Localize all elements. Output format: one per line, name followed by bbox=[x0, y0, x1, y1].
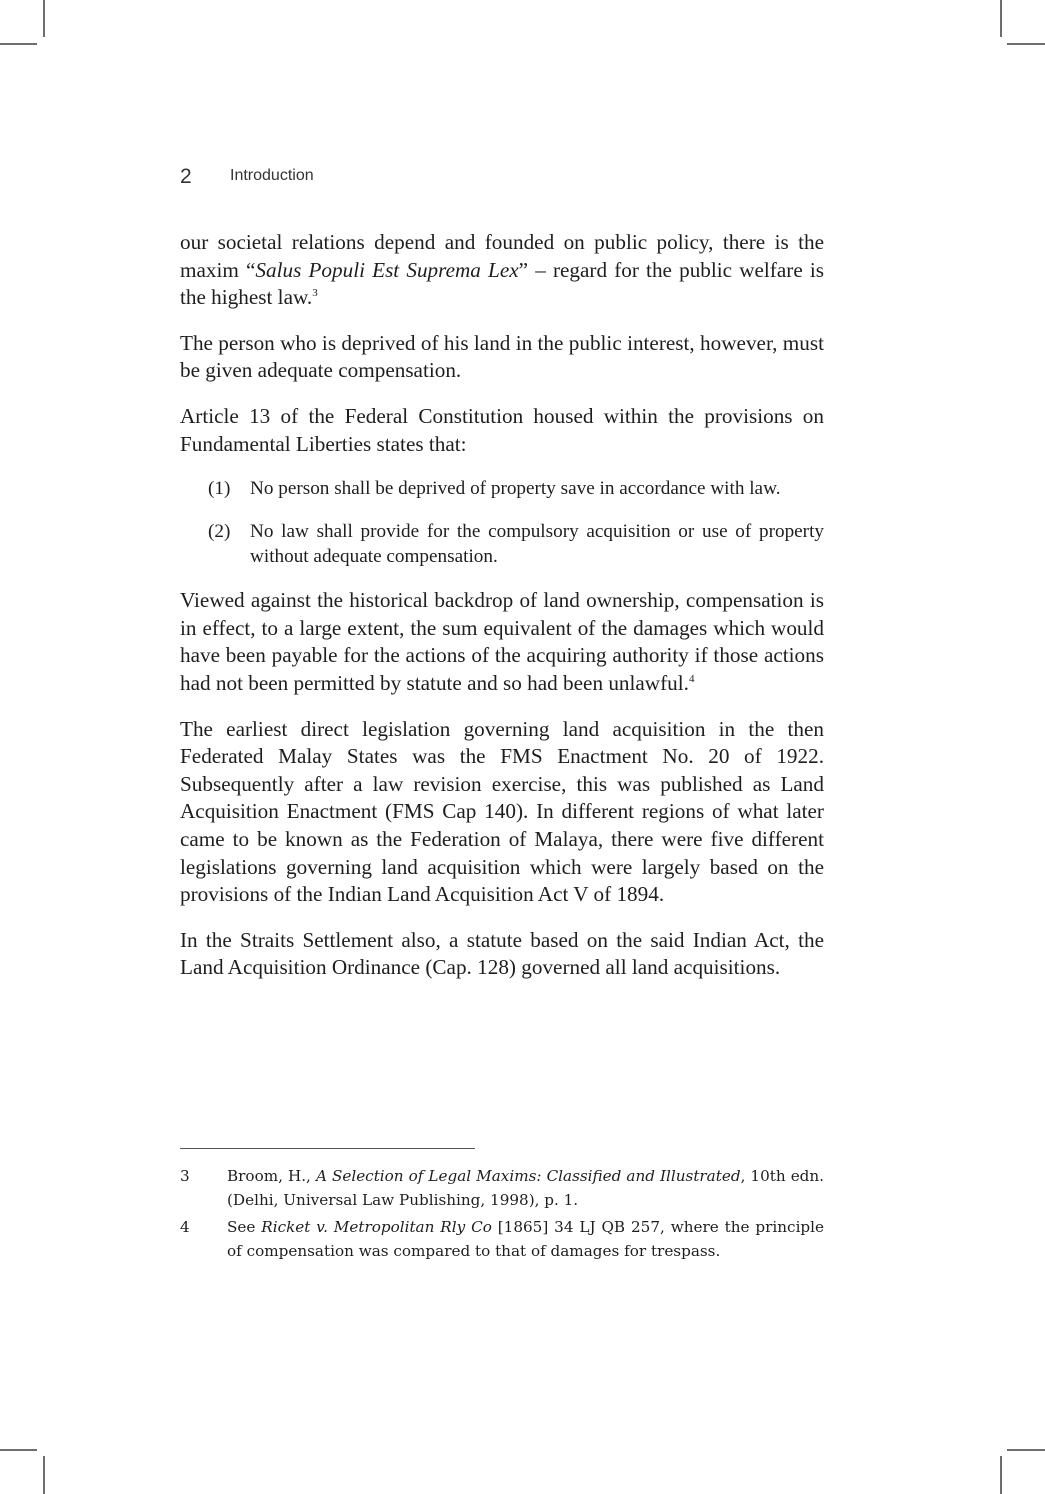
book-title-italic: A Selection of Legal Maxims: Classified and Illustrated bbox=[315, 1167, 741, 1185]
footnote-ref-3[interactable]: 3 bbox=[312, 287, 318, 300]
body-text bbox=[180, 229, 824, 1000]
crop-mark-top-left-vertical bbox=[43, 0, 45, 37]
footnote-ref-4[interactable]: 4 bbox=[688, 672, 695, 685]
crop-mark-bottom-left-horizontal bbox=[0, 1449, 37, 1451]
clause-text: No law shall provide for the compulsory acquisition or use of property without adequate compensation. bbox=[250, 521, 824, 568]
case-name-italic: Ricket v. Metropolitan Rly Co bbox=[261, 1218, 492, 1236]
footnote-number: 3 bbox=[180, 1167, 190, 1185]
paragraph-3: Article 13 of the Federal Constitution housed within the provisions on Fundamental Liberties states that: bbox=[180, 403, 824, 456]
clause-text: No person shall be deprived of property save in accordance with law. bbox=[250, 478, 781, 500]
footnote-separator bbox=[180, 1148, 475, 1149]
footnotes bbox=[180, 1165, 824, 1267]
footnote-text: See Ricket v. Metropolitan Rly Co [1865] 34 LJ QB 257, where the principle of compensation was compared to that of damages for trespass. bbox=[227, 1218, 824, 1260]
maxim-italic: Salus Populi Est Suprema Lex bbox=[255, 257, 519, 282]
footnote-3 bbox=[180, 1165, 824, 1212]
crop-mark-bottom-left-vertical bbox=[43, 1456, 45, 1494]
paragraph-2: The person who is deprived of his land in the public interest, however, must be given adequate compensation. bbox=[180, 330, 824, 383]
footnote-number: 4 bbox=[180, 1218, 190, 1236]
running-head-title: Introduction bbox=[230, 167, 314, 184]
crop-mark-bottom-right-vertical bbox=[1000, 1456, 1002, 1494]
paragraph-1: our societal relations depend and founded on public policy, there is the maxim “Salus Populi Est Suprema Lex” – regard for the public welfare is the highest law.$^3$ bbox=[180, 230, 825, 310]
clause-number: (2) bbox=[208, 521, 231, 543]
paragraph-4: Viewed against the historical backdrop of land ownership, compensation is in effect, to a large extent, the sum equivalent of the damages which would have been payable for the actions of the acquiring authority if those actions had not been permitted by statute and so had been unlawful.$^4$ bbox=[180, 588, 824, 695]
footnote-4 bbox=[180, 1216, 824, 1263]
paragraph-6: In the Straits Settlement also, a statute based on the said Indian Act, the Land Acquisition Ordinance (Cap. 128) governed all land acquisitions. bbox=[180, 927, 824, 980]
crop-mark-top-right-vertical bbox=[1000, 0, 1002, 37]
paragraph-5: The earliest direct legislation governing land acquisition in the then Federated Malay States was the FMS Enactment No. 20 of 1922. Subsequently after a law revision exercise, this was published as Land Acquisition Enactment (FMS Cap 140). In different regions of what later came to be known as the Federation of Malaya, there were five different legislations governing land acquisition which were largely based on the provisions of the Indian Land Acquisition Act V of 1894. bbox=[180, 716, 824, 907]
article-13-clauses bbox=[208, 476, 824, 569]
clause-item bbox=[208, 519, 824, 569]
clause-number: (1) bbox=[208, 478, 231, 500]
crop-mark-top-right-horizontal bbox=[1007, 43, 1045, 45]
clause-item bbox=[208, 476, 824, 501]
page-number: 2 bbox=[180, 165, 192, 188]
footnote-text: Broom, H., A Selection of Legal Maxims: Classified and Illustrated, 10th edn. (Delhi, Universal Law Publishing, 1998), p. 1. bbox=[227, 1167, 825, 1209]
crop-mark-bottom-right-horizontal bbox=[1007, 1449, 1045, 1451]
crop-mark-top-left-horizontal bbox=[0, 43, 37, 45]
